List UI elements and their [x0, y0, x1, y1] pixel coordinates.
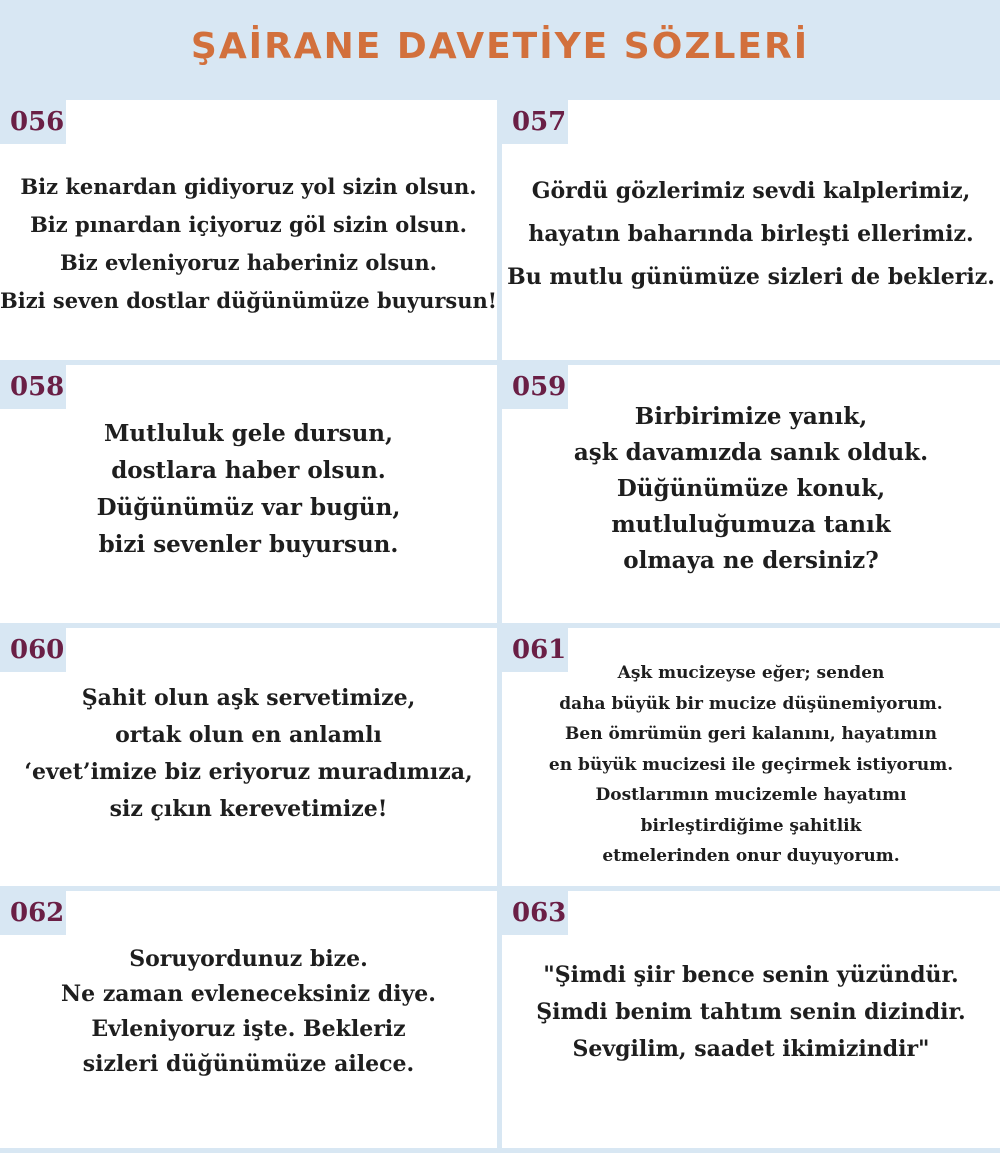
verse-card-060	[0, 628, 497, 886]
verse-number: 060	[0, 628, 66, 672]
verse-line: ortak olun en anlamlı	[115, 722, 382, 748]
verse-line: Sevgilim, saadet ikimizindir"	[572, 1036, 930, 1062]
verse-line: bizi sevenler buyursun.	[98, 531, 399, 558]
verse-line: siz çıkın kerevetimize!	[109, 796, 388, 822]
verse-number: 062	[0, 891, 66, 935]
verse-line: ‘evet’imize biz eriyoruz muradımıza,	[24, 759, 473, 785]
verse-line: Biz evleniyoruz haberiniz olsun.	[60, 250, 437, 275]
verse-line: Gördü gözlerimiz sevdi kalplerimiz,	[531, 178, 971, 204]
verse-line: Biz kenardan gidiyoruz yol sizin olsun.	[20, 174, 477, 199]
verse-number: 061	[502, 628, 568, 672]
verse-card-061	[502, 628, 1000, 886]
verse-line: Soruyordunuz bize.	[129, 946, 368, 972]
verse-line: Bizi seven dostlar düğünümüze buyursun!	[0, 288, 498, 313]
verse-line: Mutluluk gele dursun,	[103, 420, 394, 447]
verse-line: Ben ömrümün geri kalanını, hayatımın	[565, 724, 937, 744]
verse-line: hayatın baharında birleşti ellerimiz.	[528, 221, 974, 247]
verse-text	[502, 957, 1000, 1068]
verse-line: Şahit olun aşk servetimize,	[81, 685, 416, 711]
verse-line: olmaya ne dersiniz?	[623, 547, 879, 574]
verse-line: Ne zaman evleneceksiniz diye.	[61, 981, 436, 1007]
verse-line: mutluluğumuza tanık	[611, 511, 891, 538]
verse-line: Evleniyoruz işte. Bekleriz	[91, 1016, 406, 1042]
page-title: ŞAİRANE DAVETİYE SÖZLERİ	[190, 26, 810, 67]
verse-number: 063	[502, 891, 568, 935]
verse-grid	[0, 100, 1000, 1153]
verse-number: 056	[0, 100, 66, 144]
verse-line: Şimdi benim tahtım senin dizindir.	[536, 999, 966, 1025]
verse-card-059	[502, 365, 1000, 623]
verse-card-058	[0, 365, 497, 623]
verse-line: dostlara haber olsun.	[111, 457, 386, 484]
verse-line: Bu mutlu günümüze sizleri de bekleriz.	[507, 264, 995, 290]
verse-line: Birbirimize yanık,	[634, 403, 868, 430]
verse-text	[0, 168, 497, 320]
verse-line: sizleri düğünümüze ailece.	[82, 1051, 415, 1077]
verse-number: 057	[502, 100, 568, 144]
verse-line: Aşk mucizeyse eğer; senden	[617, 663, 885, 683]
verse-number: 059	[502, 365, 568, 409]
verse-card-063	[502, 891, 1000, 1148]
verse-number: 058	[0, 365, 66, 409]
verse-text	[502, 399, 1000, 579]
verse-line: daha büyük bir mucize düşünemiyorum.	[559, 693, 943, 714]
verse-text	[0, 415, 497, 563]
verse-line: Biz pınardan içiyoruz göl sizin olsun.	[30, 212, 467, 237]
verse-line: birleştirdiğime şahitlik	[640, 815, 862, 836]
verse-card-057	[502, 100, 1000, 360]
verse-text	[0, 942, 497, 1082]
verse-text	[502, 170, 1000, 299]
verse-line: en büyük mucizesi ile geçirmek istiyorum.	[548, 754, 954, 775]
verse-line: aşk davamızda sanık olduk.	[573, 439, 929, 466]
verse-card-056	[0, 100, 497, 360]
verse-line: "Şimdi şiir bence senin yüzündür.	[543, 962, 959, 988]
verse-line: Dostlarımın mucizemle hayatımı	[595, 785, 907, 805]
verse-line: Düğünümüze konuk,	[616, 475, 886, 502]
verse-line: Düğünümüz var bugün,	[96, 494, 401, 521]
verse-text	[502, 658, 1000, 872]
verse-line: etmelerinden onur duyuyorum.	[602, 846, 900, 866]
verse-text	[0, 680, 497, 828]
verse-card-062	[0, 891, 497, 1148]
